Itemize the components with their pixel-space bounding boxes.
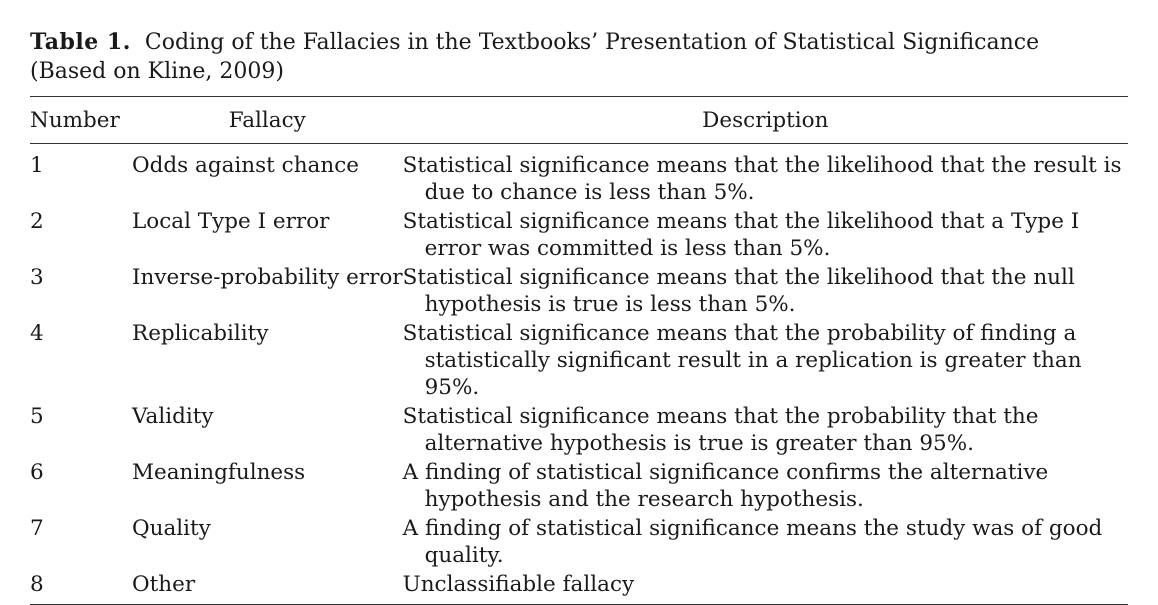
row-fallacy: Meaningfulness (132, 460, 306, 485)
table-row (30, 571, 1128, 604)
table-row (30, 403, 1128, 459)
table-row (30, 144, 1128, 209)
table-row (30, 459, 1128, 515)
header-row (30, 97, 1128, 144)
row-fallacy: Quality (132, 516, 211, 541)
row-description: Statistical significance means that the probability of finding a statistically significant result in a replication is greater than 95%. (402, 321, 1082, 400)
row-number: 7 (30, 516, 44, 541)
row-number: 4 (30, 321, 44, 346)
row-number: 6 (30, 460, 44, 485)
table-row (30, 320, 1128, 403)
header-fallacy: Fallacy (132, 97, 403, 144)
table-caption (30, 28, 1128, 86)
row-fallacy: Inverse-probability error (132, 265, 403, 290)
row-fallacy: Validity (132, 404, 214, 429)
row-description: Statistical significance means that the likelihood that the result is due to chance is less than 5%. (402, 153, 1122, 205)
header-number: Number (30, 97, 132, 144)
row-number: 8 (30, 572, 44, 597)
row-number: 2 (30, 209, 44, 234)
header-description: Description (403, 97, 1128, 144)
row-fallacy: Replicability (132, 321, 269, 346)
row-fallacy: Local Type I error (132, 209, 330, 234)
table-label: Table 1. (30, 29, 131, 55)
table-row (30, 208, 1128, 264)
row-number: 5 (30, 404, 44, 429)
row-number: 3 (30, 265, 44, 290)
row-fallacy: Odds against chance (132, 153, 359, 178)
row-fallacy: Other (132, 572, 196, 597)
row-description: Statistical significance means that the likelihood that a Type I error was committed is less than 5%. (402, 209, 1080, 261)
row-description: A finding of statistical significance confirms the alternative hypothesis and the research hypothesis. (402, 460, 1049, 512)
table-figure (30, 28, 1128, 605)
row-description: A finding of statistical significance means the study was of good quality. (402, 516, 1103, 568)
table-row (30, 515, 1128, 571)
row-description: Statistical significance means that the likelihood that the null hypothesis is true is less than 5%. (402, 265, 1075, 317)
row-number: 1 (30, 153, 44, 178)
table-caption-text: Coding of the Fallacies in the Textbooks’ Presentation of Statistical Significance (Based on Kline, 2009) (30, 30, 1040, 84)
table-row (30, 264, 1128, 320)
row-description: Statistical significance means that the probability that the alternative hypothesis is true is greater than 95%. (402, 404, 1039, 456)
row-description: Unclassifiable fallacy (402, 572, 635, 597)
fallacy-table (30, 97, 1128, 604)
